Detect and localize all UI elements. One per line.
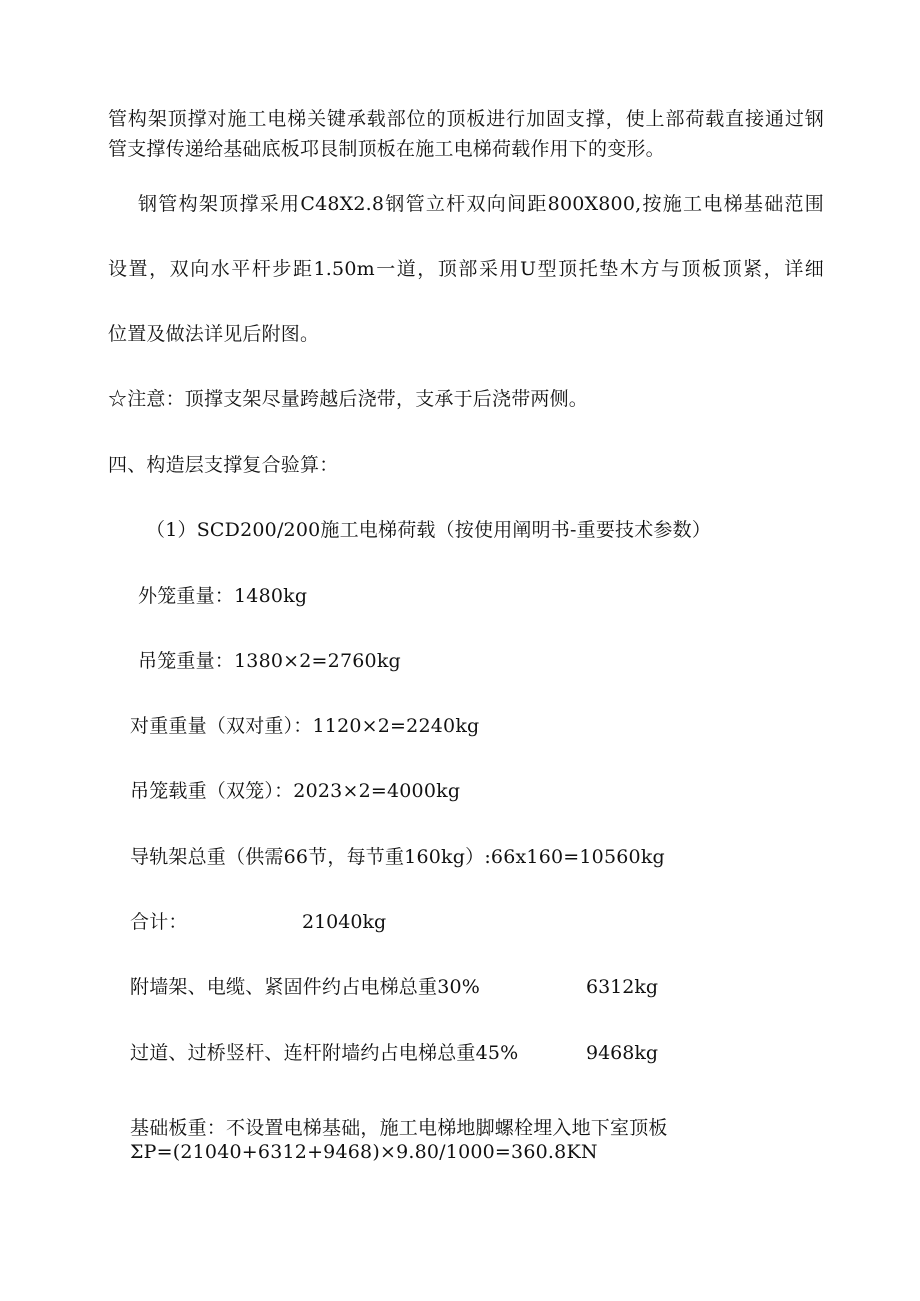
foundation-text: 基础板重：不设置电梯基础，施工电梯地脚螺栓埋入地下室顶板 [130, 1117, 668, 1139]
total-label: 合计： [130, 911, 188, 933]
load-item-cage-payload: 吊笼载重（双笼）：2023×2=4000kg [130, 780, 461, 802]
load-item-guide-rail: 导轨架总重（供需66节，每节重160kg）:66x160=10560kg [130, 846, 665, 868]
paragraph-2-line-3: 位置及做法详见后附图。 [108, 323, 320, 345]
paragraph-2-line-1: 钢管构架顶撑采用C48X2.8钢管立杆双向间距800X800,按施工电梯基础范围 [138, 193, 824, 215]
paragraph-1-line-2: 管支撑传递给基础底板邛艮制顶板在施工电梯荷载作用下的变形。 [108, 138, 665, 160]
paragraph-1-line-1: 管构架顶撑对施工电梯关键承载部位的顶板进行加固支撑，使上部荷载直接通过钢 [108, 108, 824, 130]
load-item-counterweight: 对重重量（双对重）：1120×2=2240kg [130, 715, 480, 737]
paragraph-2-line-2: 设置，双向水平杆步距1.50m一道，顶部采用U型顶托垫木方与顶板顶紧，详细 [108, 258, 824, 280]
load-item-hanging-cage: 吊笼重量：1380×2=2760kg [138, 650, 401, 672]
total-value: 21040kg [302, 911, 387, 933]
extra-item-wall-attachment: 附墙架、电缆、紧固件约占电梯总重30% [130, 976, 481, 998]
load-item-outer-cage: 外笼重量：1480kg [138, 585, 308, 607]
load-formula: ΣP=(21040+6312+9468)×9.80/1000=360.8KN [130, 1141, 598, 1163]
extra-value-walkway: 9468kg [586, 1042, 659, 1064]
extra-value-wall-attachment: 6312kg [586, 976, 659, 998]
note-text: ☆注意：顶撑支架尽量跨越后浇带，支承于后浇带两侧。 [108, 388, 589, 410]
extra-item-walkway: 过道、过桥竖杆、连杆附墙约占电梯总重45% [130, 1042, 519, 1064]
section-heading: 四、构造层支撑复合验算： [108, 454, 339, 476]
sub-heading: （1）SCD200/200施工电梯荷载（按使用阐明书-重要技术参数） [146, 519, 712, 541]
